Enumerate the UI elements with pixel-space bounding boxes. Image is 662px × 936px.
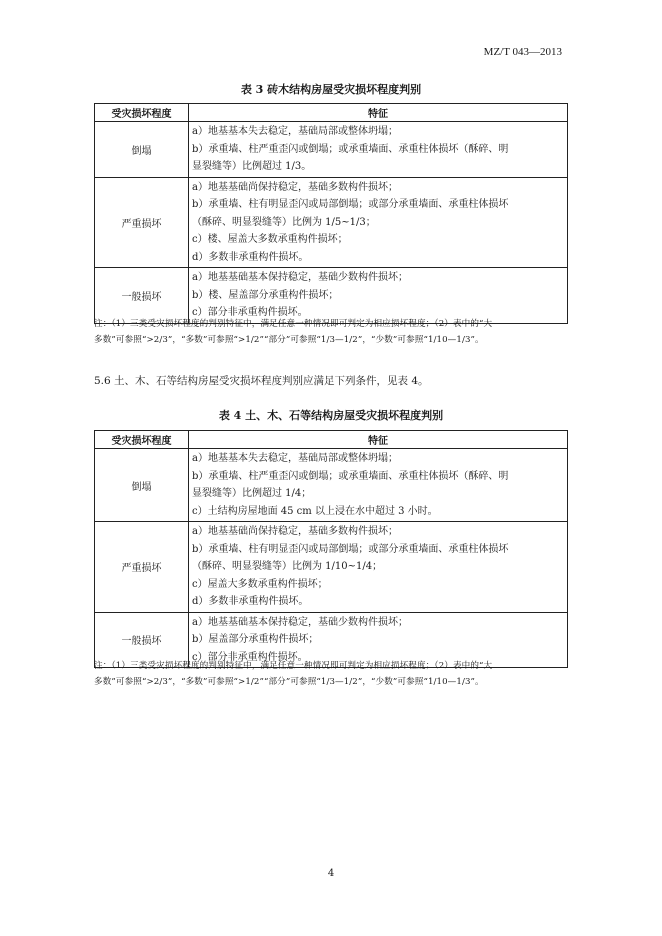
table3-damage-level: 一般损坏 (95, 268, 189, 324)
table4-feature-line: c）部分非承重构件损坏。 (192, 651, 308, 663)
standard-code: MZ/T 043—2013 (483, 46, 562, 58)
table3-col-feature: 特征 (189, 104, 568, 122)
table3-feature-line: a）地基基础基本保持稳定，基础少数构件损坏； (192, 272, 408, 283)
table3-features (189, 268, 568, 324)
table3-damage-level: 严重损坏 (95, 177, 189, 268)
table3-features (189, 122, 568, 178)
table4-header-row (95, 431, 568, 449)
table3-feature-line: a）地基基础尚保持稳定，基础多数构件损坏； (192, 181, 398, 193)
table3-feature-line: b）承重墙、柱严重歪闪或倒塌；或承重墙面、承重柱体损坏（酥碎、明 (192, 143, 509, 155)
table3-feature-line: c）部分非承重构件损坏。 (192, 307, 308, 318)
table4-note-line2: 多数”可参照“>2/3”，“多数”可参照“>1/2”“部分”可参照“1/3—1/2”，“少数”可参照“1/10—1/3”。 (94, 677, 484, 687)
table4-feature-line: c）土结构房屋地面 45 cm 以上浸在水中超过 3 小时。 (192, 505, 438, 517)
table4-feature-line: a）地基基础基本保持稳定，基础少数构件损坏； (192, 616, 408, 628)
table4-damage-level: 严重损坏 (95, 522, 189, 613)
table4-row (95, 522, 568, 613)
table4-feature-line: c）屋盖大多数承重构件损坏； (192, 578, 328, 590)
table4-feature-line: b）承重墙、柱严重歪闪或倒塌；或承重墙面、承重柱体损坏（酥碎、明 (192, 470, 509, 482)
table4-feature-line: a）地基基本失去稳定，基础局部或整体坍塌； (192, 453, 398, 464)
table3-note-line1: 注：（1）三类受灾损坏程度的判别特征中，满足任意一种情况即可判定为相应损坏程度；（2）表中的“大 (94, 319, 493, 329)
table3-note (94, 316, 570, 348)
table3-row (95, 177, 568, 268)
table3-row (95, 268, 568, 324)
table3-feature-line: 显裂缝等）比例超过 1/3。 (192, 161, 312, 172)
table4-feature-line: a）地基基础尚保持稳定，基础多数构件损坏； (192, 526, 398, 537)
table3-feature-line: （酥碎、明显裂缝等）比例为 1/5~1/3； (192, 216, 376, 228)
table4-feature-line: b）屋盖部分承重构件损坏； (192, 634, 319, 645)
table3-feature-line: a）地基基本失去稳定，基础局部或整体坍塌； (192, 126, 398, 137)
table3-damage-level: 倒塌 (95, 122, 189, 178)
table3-feature-line: d）多数非承重构件损坏。 (192, 251, 309, 263)
table3-note-line2: 多数”可参照“>2/3”，“多数”可参照“>1/2”“部分”可参照“1/3—1/2”，“少数”可参照“1/10—1/3”。 (94, 335, 484, 345)
table3-features (189, 177, 568, 268)
clause-5-6: 5.6 土、木、石等结构房屋受灾损坏程度判别应满足下列条件，见表 4。 (94, 375, 429, 387)
page-number: 4 (327, 868, 335, 879)
table4-feature-line: d）多数非承重构件损坏。 (192, 596, 309, 607)
table3-caption: 表 3 砖木结构房屋受灾损坏程度判别 (240, 83, 422, 96)
table3 (94, 103, 568, 324)
table4-feature-line: b）承重墙、柱有明显歪闪或局部倒塌；或部分承重墙面、承重柱体损坏 (192, 543, 509, 555)
table4-note-line1: 注：（1）三类受灾损坏程度的判别特征中，满足任意一种情况即可判定为相应损坏程度；（2）表中的“大 (94, 661, 493, 671)
table4-damage-level: 一般损坏 (95, 612, 189, 668)
table4-feature-line: （酥碎、明显裂缝等）比例为 1/10~1/4； (192, 561, 383, 572)
table4-col-feature: 特征 (189, 431, 568, 449)
table3-feature-line: b）承重墙、柱有明显歪闪或局部倒塌；或部分承重墙面、承重柱体损坏 (192, 199, 509, 210)
table4-damage-level: 倒塌 (95, 449, 189, 522)
table4-caption: 表 4 土、木、石等结构房屋受灾损坏程度判别 (218, 409, 444, 422)
table3-row (95, 122, 568, 178)
table3-feature-line: b）楼、屋盖部分承重构件损坏； (192, 289, 339, 301)
table3-col-level: 受灾损坏程度 (95, 104, 189, 122)
table4-features (189, 449, 568, 522)
table4-col-level: 受灾损坏程度 (95, 431, 189, 449)
table4-note (94, 658, 570, 690)
table4-row (95, 449, 568, 522)
table3-header-row (95, 104, 568, 122)
table4 (94, 430, 568, 668)
table4-feature-line: 显裂缝等）比例超过 1/4； (192, 488, 312, 499)
table3-feature-line: c）楼、屋盖大多数承重构件损坏； (192, 234, 348, 245)
table4-features (189, 522, 568, 613)
